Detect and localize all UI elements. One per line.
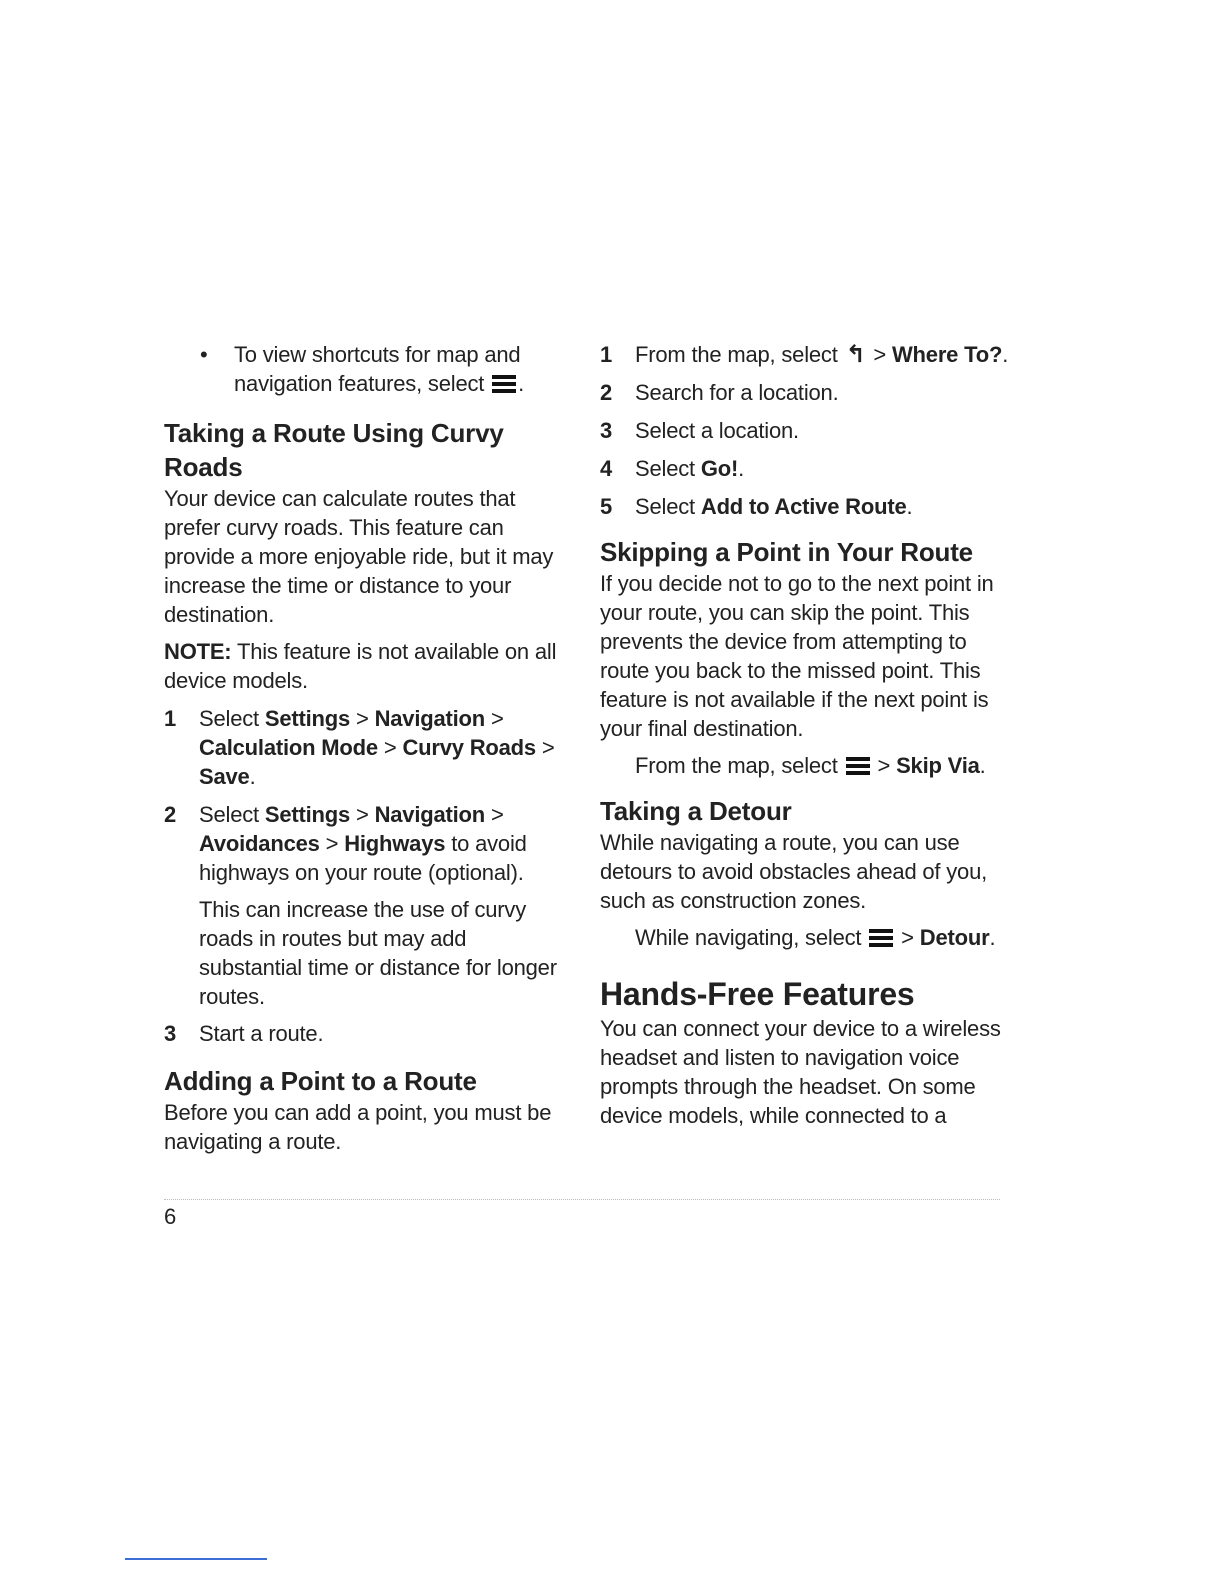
step-number: 5 — [600, 494, 613, 519]
skip-point-intro: If you decide not to go to the next point in your route, you can skip the point. This prevents the device from attempting to route you back to the missed point. This feature is not available if the next point is your final destination. — [600, 571, 994, 741]
note-label: NOTE: — [164, 639, 232, 664]
hands-free-intro: You can connect your device to a wireless headset and listen to navigation voice prompts through the headset. On some device models, while connected to a — [600, 1016, 1001, 1128]
bottom-link-underline — [125, 1558, 267, 1560]
curvy-step-1: 1 Select Settings > Navigation > Calculation Mode > Curvy Roads > Save. — [164, 706, 555, 789]
settings-menu-ref: Settings — [264, 706, 351, 731]
settings-menu-ref: Settings — [264, 802, 351, 827]
go-menu-ref: Go! — [700, 456, 739, 481]
curvy-roads-menu-ref: Curvy Roads — [402, 735, 536, 760]
left-column — [164, 340, 564, 1156]
footer-divider — [164, 1199, 1000, 1200]
add-to-active-route-menu-ref: Add to Active Route — [700, 494, 907, 519]
bullet-text: To view shortcuts for map and navigation features, select — [234, 342, 521, 396]
step-number: 1 — [600, 342, 613, 367]
curvy-step-2-note: This can increase the use of curvy roads in routes but may add substantial time or distance for longer routes. — [199, 897, 557, 1009]
back-arrow-icon: ↰ — [845, 341, 866, 368]
bullet-dot: • — [200, 342, 208, 367]
curvy-roads-heading: Taking a Route Using Curvy Roads — [164, 418, 504, 482]
page-number: 6 — [164, 1204, 177, 1229]
curvy-step-3: 3 Start a route. — [164, 1021, 324, 1046]
skip-point-heading: Skipping a Point in Your Route — [600, 537, 973, 567]
highways-menu-ref: Highways — [344, 831, 446, 856]
where-to-menu-ref: Where To? — [891, 342, 1003, 367]
hands-free-heading: Hands-Free Features — [600, 976, 915, 1012]
navigation-menu-ref: Navigation — [374, 802, 486, 827]
note-text: This feature is not available on all device models. — [164, 639, 557, 693]
add-step-4: 4 Select Go!. — [600, 456, 745, 481]
add-point-intro: Before you can add a point, you must be navigating a route. — [164, 1100, 552, 1154]
skip-via-menu-ref: Skip Via — [896, 753, 980, 778]
avoidances-menu-ref: Avoidances — [199, 831, 320, 856]
menu-icon — [869, 929, 893, 947]
menu-icon — [846, 757, 870, 775]
add-step-2: 2 Search for a location. — [600, 380, 839, 405]
shortcuts-bullet: • To view shortcuts for map and navigation features, select . — [200, 342, 525, 396]
detour-heading: Taking a Detour — [600, 796, 792, 826]
right-column — [600, 340, 1010, 1130]
navigation-menu-ref: Navigation — [374, 706, 486, 731]
step-number: 4 — [600, 456, 613, 481]
add-point-heading: Adding a Point to a Route — [164, 1066, 477, 1096]
step-number: 3 — [600, 418, 613, 443]
detour-menu-ref: Detour — [919, 925, 990, 950]
step-number: 2 — [164, 802, 177, 827]
curvy-roads-note — [164, 637, 564, 695]
step-number: 2 — [600, 380, 613, 405]
detour-instruction: While navigating, select > Detour. — [635, 925, 996, 950]
curvy-step-2: 2 Select Settings > Navigation > Avoidances > Highways to avoid highways on your route (optional). — [164, 802, 527, 885]
add-step-3: 3 Select a location. — [600, 418, 799, 443]
menu-icon — [492, 375, 516, 393]
skip-point-instruction: From the map, select > Skip Via. — [635, 753, 986, 778]
step-number: 3 — [164, 1021, 177, 1046]
detour-intro: While navigating a route, you can use detours to avoid obstacles ahead of you, such as construction zones. — [600, 830, 988, 913]
curvy-roads-intro: Your device can calculate routes that prefer curvy roads. This feature can provide a more enjoyable ride, but it may increase the time or distance to your destination. — [164, 486, 554, 627]
add-step-1: 1 From the map, select ↰ > Where To?. — [600, 341, 1009, 368]
save-menu-ref: Save — [199, 764, 250, 789]
calculation-mode-menu-ref: Calculation Mode — [199, 735, 378, 760]
step-number: 1 — [164, 706, 177, 731]
add-step-5: 5 Select Add to Active Route. — [600, 494, 913, 519]
